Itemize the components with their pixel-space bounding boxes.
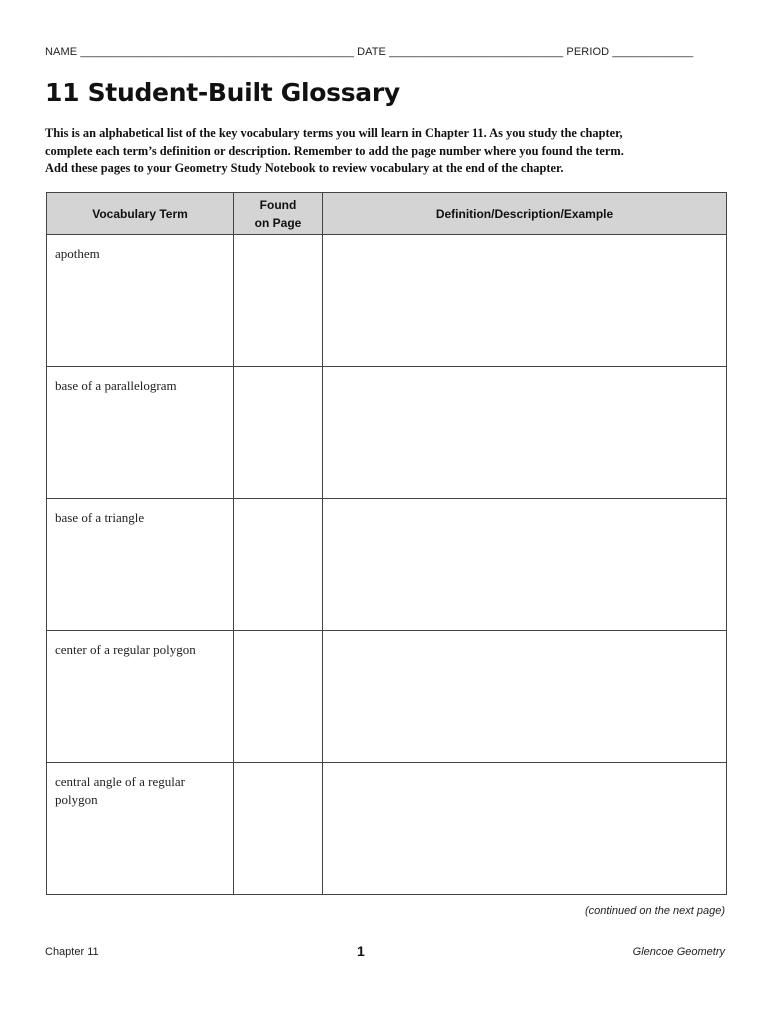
term-line: central angle of a regular (55, 774, 185, 789)
footer-page-number: 1 (357, 943, 365, 959)
page-cell[interactable] (234, 631, 323, 763)
term-cell (47, 235, 234, 367)
table-header-row (47, 193, 727, 235)
term-text (47, 499, 233, 527)
definition-cell[interactable] (323, 631, 727, 763)
header-definition: Definition/Description/Example (323, 193, 727, 235)
intro-line: Add these pages to your Geometry Study Notebook to review vocabulary at the end of the chapter. (45, 161, 564, 175)
continued-note: (continued on the next page) (584, 905, 725, 917)
header-found-line: Found (259, 197, 297, 212)
term-text (47, 631, 233, 659)
term-text (47, 367, 233, 395)
table-row (47, 367, 727, 499)
term-line: apothem (55, 246, 100, 261)
definition-cell[interactable] (323, 763, 727, 895)
term-cell (47, 763, 234, 895)
table-row (47, 235, 727, 367)
footer-chapter: Chapter 11 (45, 946, 99, 958)
definition-cell[interactable] (323, 235, 727, 367)
term-text (47, 763, 233, 809)
glossary-table (46, 192, 727, 895)
name-date-period-line: NAME ____________________________________________ DATE ____________________________ PERIOD _____________ (45, 46, 694, 58)
term-line: base of a triangle (55, 510, 145, 525)
header-on-page-line: on Page (254, 215, 302, 230)
definition-cell[interactable] (323, 367, 727, 499)
term-cell (47, 367, 234, 499)
page-title: 11 Student-Built Glossary (45, 78, 400, 107)
page-cell[interactable] (234, 367, 323, 499)
term-line: base of a parallelogram (55, 378, 177, 393)
footer-publisher: Glencoe Geometry (632, 946, 725, 958)
term-text (47, 235, 233, 263)
term-line: center of a regular polygon (55, 642, 196, 657)
term-line: polygon (55, 792, 98, 807)
intro-line: This is an alphabetical list of the key vocabulary terms you will learn in Chapter 11. As you study the chapter, (45, 126, 623, 140)
term-cell (47, 631, 234, 763)
term-cell (47, 499, 234, 631)
intro-paragraph (45, 125, 735, 178)
header-vocabulary-term: Vocabulary Term (47, 193, 234, 235)
page-cell[interactable] (234, 763, 323, 895)
table-row (47, 763, 727, 895)
page-cell[interactable] (234, 499, 323, 631)
table-row (47, 631, 727, 763)
header-found-on-page (234, 193, 323, 235)
definition-cell[interactable] (323, 499, 727, 631)
page-cell[interactable] (234, 235, 323, 367)
table-row (47, 499, 727, 631)
intro-line: complete each term’s definition or description. Remember to add the page number where you found the term. (45, 143, 624, 158)
